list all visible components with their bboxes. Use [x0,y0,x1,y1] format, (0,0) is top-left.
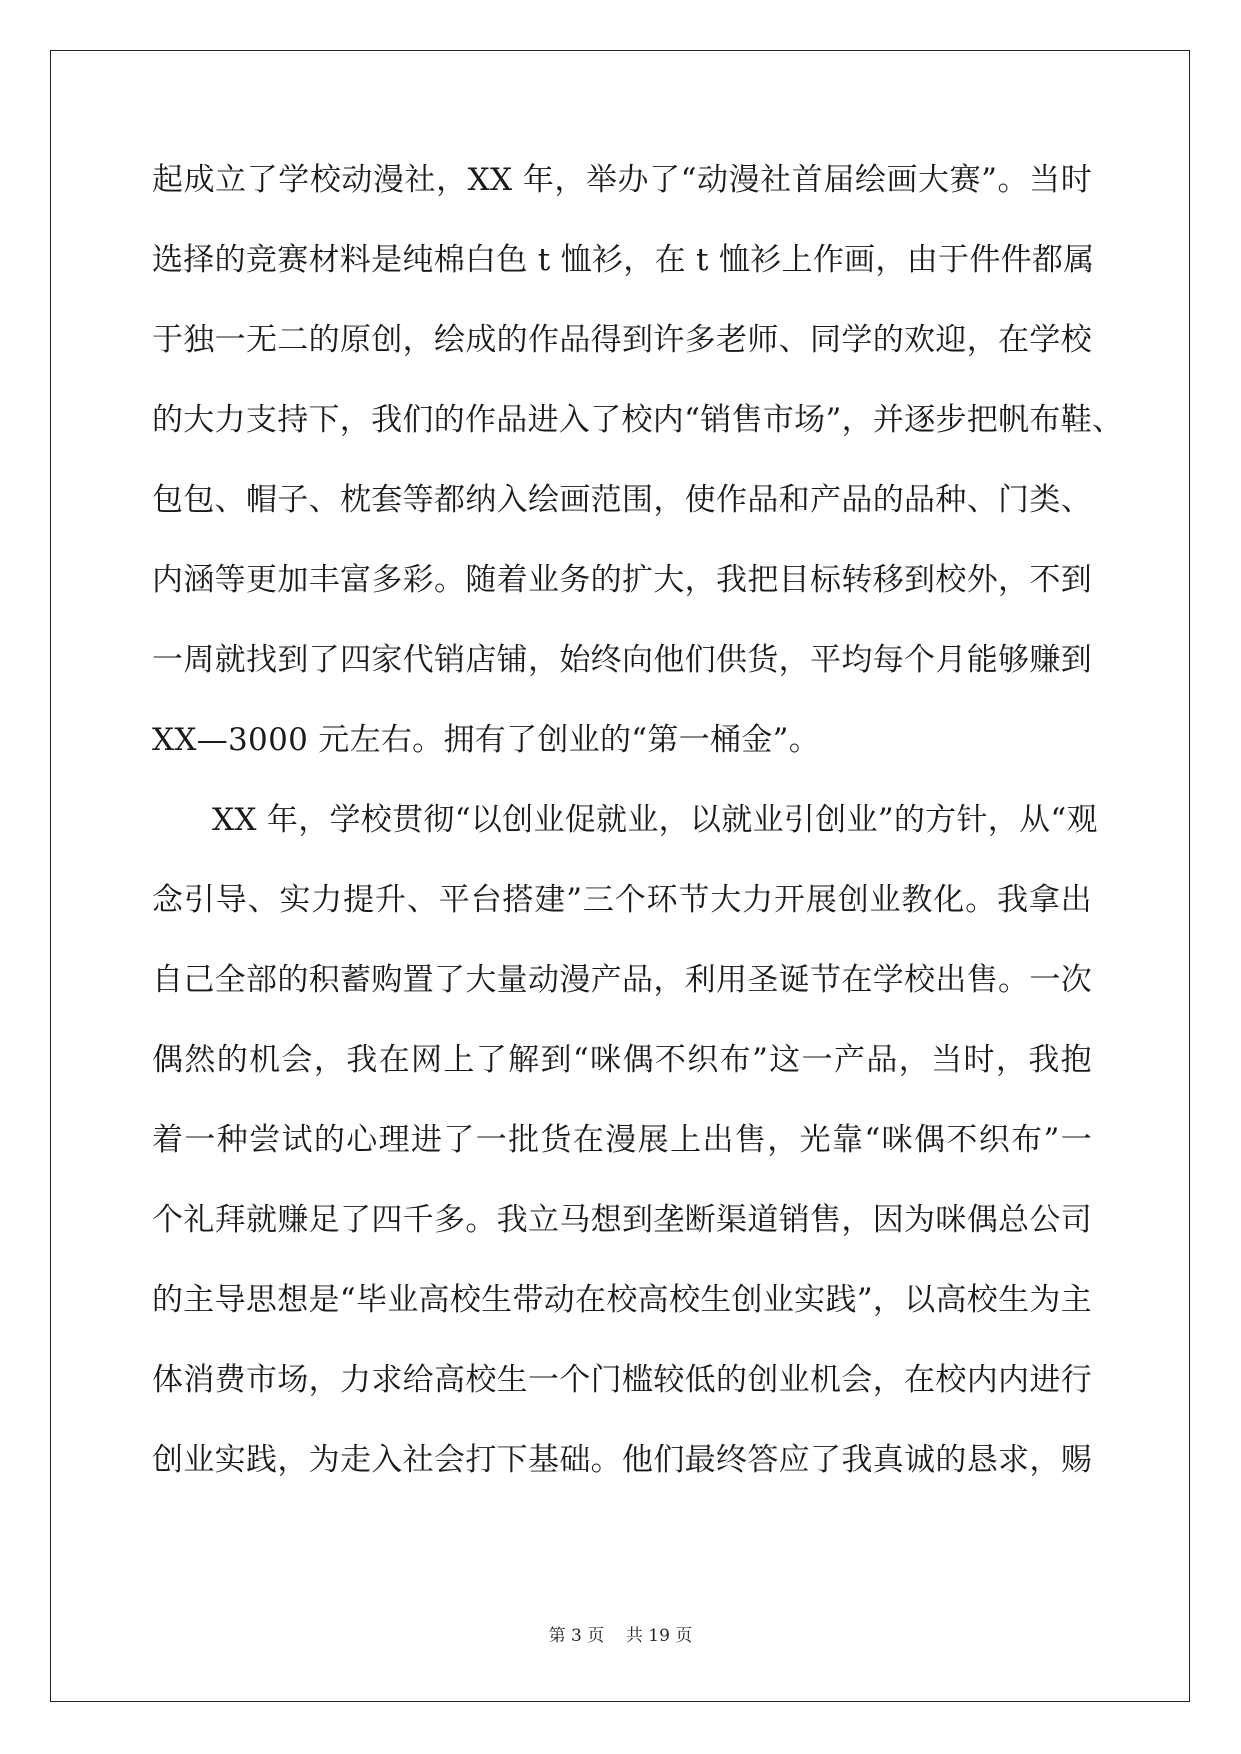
text-line: 一周就找到了四家代销店铺，始终向他们供货，平均每个月能够赚到 [152,642,1092,678]
text-line: 于独一无二的原创，绘成的作品得到许多老师、同学的欢迎，在学校 [152,322,1092,358]
paragraph-first-line: XX 年，学校贯彻“以创业促就业，以就业引创业”的方针，从“观 [212,802,1098,838]
page-total: 共 19 页 [625,1626,693,1646]
text-line: 内涵等更加丰富多彩。随着业务的扩大，我把目标转移到校外，不到 [152,562,1092,598]
text-line: 包包、帽子、枕套等都纳入绘画范围，使作品和产品的品种、门类、 [152,482,1092,518]
text-line: 起成立了学校动漫社，XX 年，举办了“动漫社首届绘画大赛”。当时 [152,162,1092,198]
text-line: 念引导、实力提升、平台搭建”三个环节大力开展创业教化。我拿出 [152,882,1092,918]
text-line: 的主导思想是“毕业高校生带动在校高校生创业实践”，以高校生为主 [152,1282,1092,1318]
text-line: 自己全部的积蓄购置了大量动漫产品，利用圣诞节在学校出售。一次 [152,962,1092,998]
page-number: 第 3 页 [548,1626,605,1646]
text-line: 体消费市场，力求给高校生一个门槛较低的创业机会，在校内内进行 [152,1362,1092,1398]
document-body [152,158,1124,1518]
text-line: 着一种尝试的心理进了一批货在漫展上出售，光靠“咪偶不织布”一 [152,1122,1092,1158]
page-footer [0,1625,1241,1647]
text-line: 个礼拜就赚足了四千多。我立马想到垄断渠道销售，因为咪偶总公司 [152,1202,1092,1238]
text-line: 选择的竞赛材料是纯棉白色 t 恤衫，在 t 恤衫上作画，由于件件都属 [152,242,1095,278]
text-line: 偶然的机会，我在网上了解到“咪偶不织布”这一产品，当时，我抱 [152,1042,1092,1078]
text-line: 的大力支持下，我们的作品进入了校内“销售市场”，并逐步把帆布鞋、 [152,402,1124,438]
text-line: XX—3000 元左右。拥有了创业的“第一桶金”。 [152,722,821,758]
text-line: 创业实践，为走入社会打下基础。他们最终答应了我真诚的恳求，赐 [152,1442,1092,1478]
